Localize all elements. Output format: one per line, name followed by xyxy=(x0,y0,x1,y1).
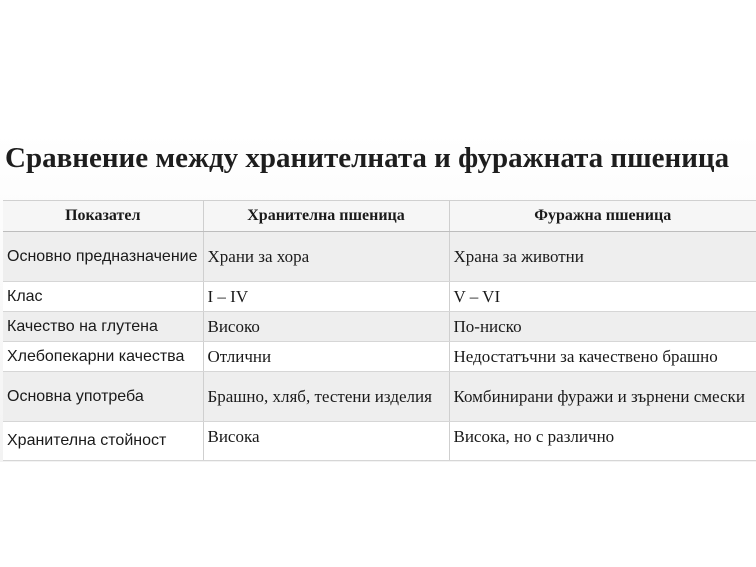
table-cell: Недостатъчни за качествено брашно xyxy=(449,342,756,372)
table-cell: Храна за животни xyxy=(449,232,756,282)
table-cell: Високо xyxy=(203,312,449,342)
table-cell: По-ниско xyxy=(449,312,756,342)
column-header: Хранителна пшеница xyxy=(203,201,449,232)
comparison-table xyxy=(3,200,756,461)
table-row xyxy=(3,372,756,422)
table-cell: Комбинирани фуражи и зърнени смески xyxy=(449,372,756,422)
table-cell: Висока xyxy=(203,422,449,461)
row-label: Клас xyxy=(3,282,203,312)
table-row xyxy=(3,282,756,312)
table-cell: Отлични xyxy=(203,342,449,372)
table-cell: Брашно, хляб, тестени изделия xyxy=(203,372,449,422)
table-cell: Висока, но с различно xyxy=(449,422,756,461)
page-title: Сравнение между хранителната и фуражната пшеница xyxy=(5,142,730,174)
row-label: Основна употреба xyxy=(3,372,203,422)
table-cell: I – IV xyxy=(203,282,449,312)
row-label: Хранителна стойност xyxy=(3,422,203,461)
table-row xyxy=(3,422,756,461)
table-cell: V – VI xyxy=(449,282,756,312)
column-header: Фуражна пшеница xyxy=(449,201,756,232)
table-header-row xyxy=(3,201,756,232)
table-cell: Храни за хора xyxy=(203,232,449,282)
column-header: Показател xyxy=(3,201,203,232)
table-row xyxy=(3,232,756,282)
row-label: Качество на глутена xyxy=(3,312,203,342)
table-row xyxy=(3,342,756,372)
row-label: Хлебопекарни качества xyxy=(3,342,203,372)
table-row xyxy=(3,312,756,342)
row-label: Основно предназначение xyxy=(3,232,203,282)
